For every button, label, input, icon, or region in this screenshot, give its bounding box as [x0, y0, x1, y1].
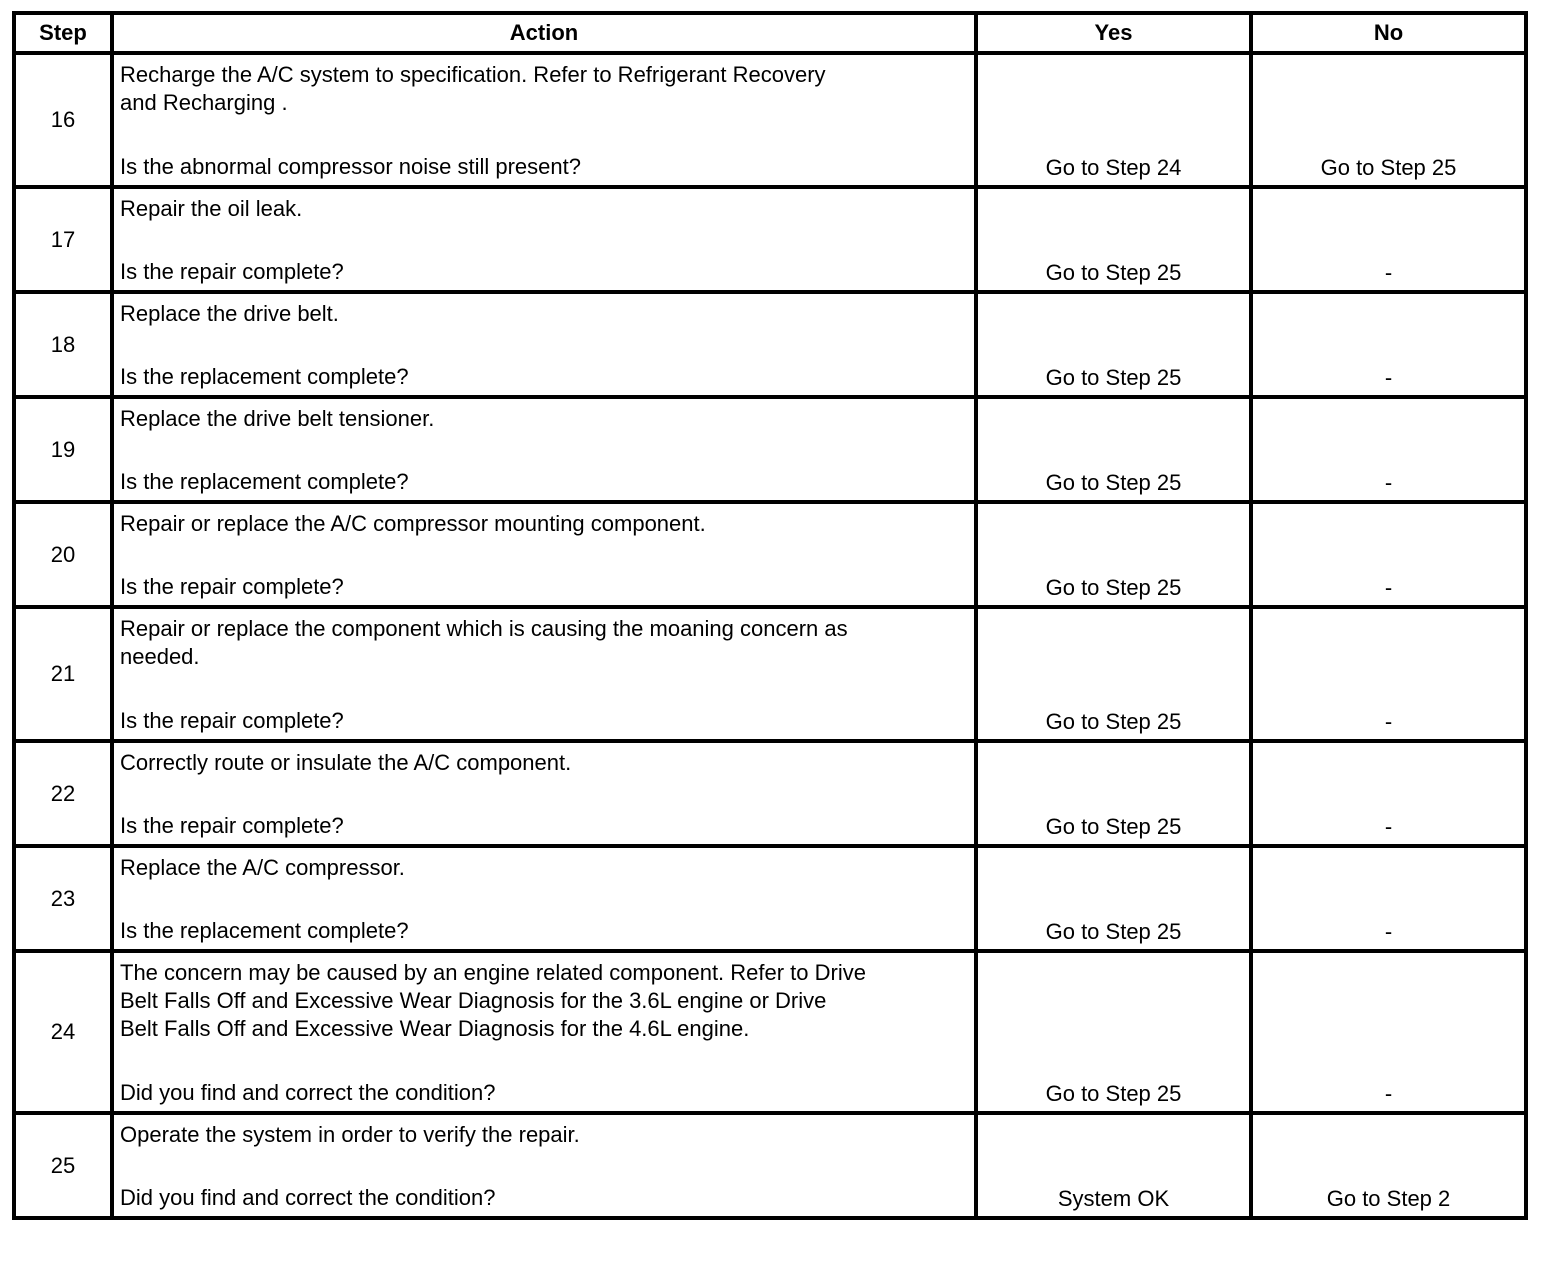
step-number: 19	[14, 397, 112, 502]
yes-result: Go to Step 25	[976, 292, 1251, 397]
action-instruction: Replace the drive belt.	[120, 301, 339, 326]
action-instruction: Replace the drive belt tensioner.	[120, 406, 435, 431]
yes-result: System OK	[976, 1113, 1251, 1218]
step-number: 24	[14, 951, 112, 1113]
action-instruction: The concern may be caused by an engine related component. Refer to Drive Belt Falls Off and Excessive Wear Diagnosis for the 3.6L engine or Drive Belt Falls Off and Excessive Wear Diagnosis for the 4.6L engine.	[120, 960, 866, 1041]
table-row	[14, 53, 1526, 187]
step-number: 25	[14, 1113, 112, 1218]
no-result: -	[1251, 292, 1526, 397]
yes-result: Go to Step 25	[976, 846, 1251, 951]
yes-result: Go to Step 25	[976, 397, 1251, 502]
action-cell	[112, 607, 976, 741]
header-no: No	[1251, 13, 1526, 53]
table-row	[14, 397, 1526, 502]
header-step: Step	[14, 13, 112, 53]
header-action: Action	[112, 13, 976, 53]
action-cell	[112, 846, 976, 951]
action-question: Did you find and correct the condition?	[120, 1080, 496, 1105]
yes-result: Go to Step 25	[976, 502, 1251, 607]
action-question: Did you find and correct the condition?	[120, 1185, 496, 1210]
action-cell	[112, 951, 976, 1113]
action-cell	[112, 741, 976, 846]
action-instruction: Operate the system in order to verify the repair.	[120, 1122, 580, 1147]
action-cell	[112, 187, 976, 292]
action-cell	[112, 292, 976, 397]
table-row	[14, 1113, 1526, 1218]
action-question: Is the abnormal compressor noise still present?	[120, 154, 581, 179]
table-row	[14, 607, 1526, 741]
no-result: -	[1251, 951, 1526, 1113]
no-result: -	[1251, 397, 1526, 502]
action-question: Is the replacement complete?	[120, 918, 409, 943]
action-cell	[112, 53, 976, 187]
action-question: Is the repair complete?	[120, 813, 344, 838]
no-result: Go to Step 2	[1251, 1113, 1526, 1218]
action-instruction: Correctly route or insulate the A/C component.	[120, 750, 572, 775]
action-question: Is the replacement complete?	[120, 364, 409, 389]
step-number: 16	[14, 53, 112, 187]
table-row	[14, 292, 1526, 397]
no-result: -	[1251, 502, 1526, 607]
yes-result: Go to Step 25	[976, 187, 1251, 292]
action-instruction: Replace the A/C compressor.	[120, 855, 405, 880]
step-number: 23	[14, 846, 112, 951]
action-question: Is the repair complete?	[120, 708, 344, 733]
table-row	[14, 502, 1526, 607]
step-number: 18	[14, 292, 112, 397]
table-row	[14, 951, 1526, 1113]
header-row	[14, 13, 1526, 53]
table-row	[14, 846, 1526, 951]
action-cell	[112, 397, 976, 502]
no-result: -	[1251, 846, 1526, 951]
step-number: 20	[14, 502, 112, 607]
yes-result: Go to Step 25	[976, 741, 1251, 846]
action-instruction: Repair or replace the component which is causing the moaning concern as needed.	[120, 616, 848, 669]
step-number: 22	[14, 741, 112, 846]
table-row	[14, 741, 1526, 846]
action-instruction: Repair or replace the A/C compressor mounting component.	[120, 511, 706, 536]
action-cell	[112, 502, 976, 607]
no-result: Go to Step 25	[1251, 53, 1526, 187]
action-question: Is the repair complete?	[120, 259, 344, 284]
step-number: 17	[14, 187, 112, 292]
action-instruction: Recharge the A/C system to specification. Refer to Refrigerant Recovery and Recharging .	[120, 62, 826, 115]
diagnostic-table	[12, 11, 1528, 1220]
step-number: 21	[14, 607, 112, 741]
yes-result: Go to Step 24	[976, 53, 1251, 187]
no-result: -	[1251, 607, 1526, 741]
table-row	[14, 187, 1526, 292]
no-result: -	[1251, 187, 1526, 292]
header-yes: Yes	[976, 13, 1251, 53]
action-question: Is the repair complete?	[120, 574, 344, 599]
action-cell	[112, 1113, 976, 1218]
yes-result: Go to Step 25	[976, 951, 1251, 1113]
action-instruction: Repair the oil leak.	[120, 196, 303, 221]
yes-result: Go to Step 25	[976, 607, 1251, 741]
no-result: -	[1251, 741, 1526, 846]
action-question: Is the replacement complete?	[120, 469, 409, 494]
